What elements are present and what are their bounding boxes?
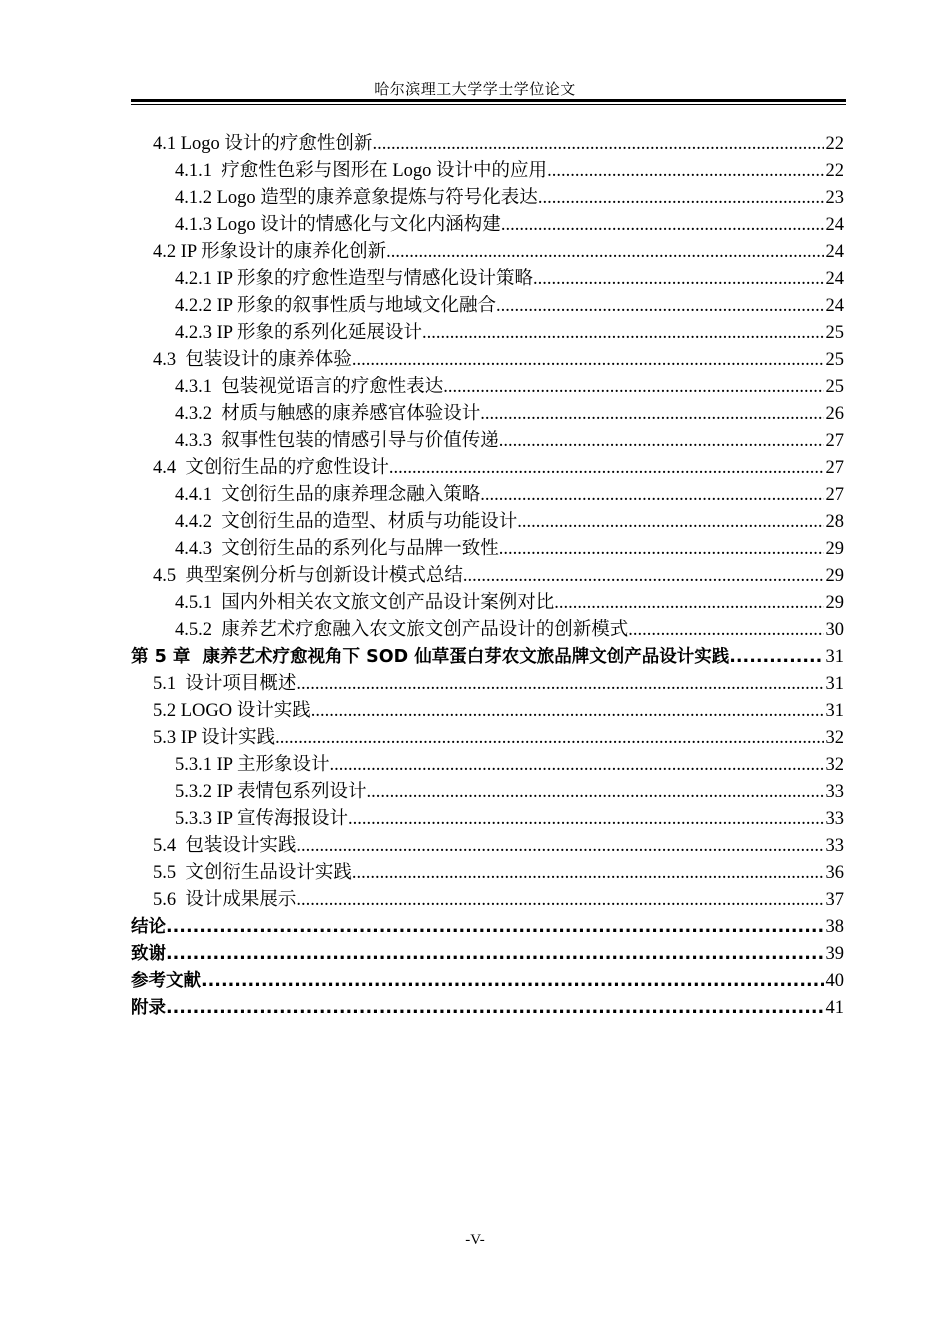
toc-entry-title: 5.3.3 IP 宣传海报设计 <box>175 809 349 829</box>
toc-entry-title: 4.3.3 叙事性包装的情感引导与价值传递 <box>175 431 499 451</box>
toc-entry[interactable] <box>131 509 844 536</box>
toc-entry[interactable] <box>131 644 844 671</box>
toc-dot-leader <box>296 833 823 860</box>
toc-dot-leader <box>348 806 823 833</box>
toc-entry-title: 4.3.2 材质与触感的康养感官体验设计 <box>175 404 481 424</box>
toc-dot-leader <box>501 212 824 239</box>
toc-entry[interactable] <box>131 266 844 293</box>
toc-entry[interactable] <box>131 320 844 347</box>
toc-entry-title: 4.3.1 包装视觉语言的疗愈性表达 <box>175 377 444 397</box>
toc-entry[interactable] <box>131 428 844 455</box>
toc-entry[interactable] <box>131 212 844 239</box>
toc-dot-leader <box>389 455 824 482</box>
page-number-footer: -V- <box>465 1232 485 1248</box>
toc-dot-leader <box>296 671 823 698</box>
toc-entry-page: 23 <box>825 188 844 208</box>
toc-dot-leader <box>201 968 824 995</box>
toc-entry-title: 第 5 章 康养艺术疗愈视角下 SOD 仙草蛋白芽农文旅品牌文创产品设计实践 <box>131 647 730 667</box>
toc-entry-title: 5.5 文创衍生品设计实践 <box>153 863 352 883</box>
toc-dot-leader <box>517 509 823 536</box>
toc-entry[interactable] <box>131 752 844 779</box>
toc-entry[interactable] <box>131 482 844 509</box>
toc-entry[interactable] <box>131 131 844 158</box>
toc-entry-page: 29 <box>825 593 844 613</box>
toc-dot-leader <box>386 239 823 266</box>
toc-entry-page: 27 <box>825 458 844 478</box>
toc-entry-page: 32 <box>825 755 844 775</box>
toc-entry-page: 32 <box>825 728 844 748</box>
toc-entry-title: 致谢 <box>131 944 166 964</box>
toc-entry-title: 5.1 设计项目概述 <box>153 674 297 694</box>
toc-entry-title: 4.5.2 康养艺术疗愈融入农文旅文创产品设计的创新模式 <box>175 620 629 640</box>
toc-entry[interactable] <box>131 158 844 185</box>
toc-entry-page: 27 <box>825 431 844 451</box>
toc-entry-title: 4.5.1 国内外相关农文旅文创产品设计案例对比 <box>175 593 555 613</box>
toc-dot-leader <box>330 752 824 779</box>
toc-entry-page: 33 <box>825 782 844 802</box>
toc-entry-page: 29 <box>825 539 844 559</box>
toc-entry-title: 4.1.3 Logo 设计的情感化与文化内涵构建 <box>175 215 501 235</box>
toc-entry-title: 4.4.1 文创衍生品的康养理念融入策略 <box>175 485 481 505</box>
toc-entry-page: 38 <box>825 917 844 937</box>
header-rule-thin <box>131 104 846 105</box>
toc-entry[interactable] <box>131 293 844 320</box>
toc-dot-leader <box>628 617 823 644</box>
toc-entry-page: 22 <box>825 161 844 181</box>
toc-entry-page: 25 <box>825 350 844 370</box>
toc-entry-title: 结论 <box>131 917 166 937</box>
toc-entry[interactable] <box>131 914 844 941</box>
toc-entry[interactable] <box>131 563 844 590</box>
toc-entry-page: 37 <box>825 890 844 910</box>
toc-dot-leader <box>554 590 823 617</box>
toc-entry[interactable] <box>131 347 844 374</box>
toc-entry[interactable] <box>131 698 844 725</box>
toc-dot-leader <box>352 347 824 374</box>
toc-dot-leader <box>443 374 823 401</box>
toc-entry-title: 4.1.1 疗愈性色彩与图形在 Logo 设计中的应用 <box>175 161 548 181</box>
toc-entry[interactable] <box>131 995 844 1022</box>
toc-entry-title: 4.2.3 IP 形象的系列化延展设计 <box>175 323 423 343</box>
toc-dot-leader <box>367 779 824 806</box>
toc-entry-page: 31 <box>825 674 844 694</box>
toc-entry-page: 33 <box>825 836 844 856</box>
toc-entry[interactable] <box>131 806 844 833</box>
toc-dot-leader <box>166 914 824 941</box>
toc-entry[interactable] <box>131 536 844 563</box>
toc-dot-leader <box>311 698 824 725</box>
running-header: 哈尔滨理工大学学士学位论文 <box>374 82 576 98</box>
toc-entry-page: 24 <box>825 269 844 289</box>
toc-entry-title: 4.1.2 Logo 造型的康养意象提炼与符号化表达 <box>175 188 538 208</box>
toc-entry-title: 4.1 Logo 设计的疗愈性创新 <box>153 134 373 154</box>
toc-entry[interactable] <box>131 725 844 752</box>
toc-entry-title: 5.3 IP 设计实践 <box>153 728 276 748</box>
toc-entry-page: 22 <box>825 134 844 154</box>
toc-entry-page: 25 <box>825 377 844 397</box>
toc-dot-leader <box>296 887 823 914</box>
toc-entry[interactable] <box>131 374 844 401</box>
toc-dot-leader <box>463 563 824 590</box>
toc-entry-title: 5.3.2 IP 表情包系列设计 <box>175 782 367 802</box>
toc-dot-leader <box>547 158 823 185</box>
toc-dot-leader <box>166 995 824 1022</box>
toc-entry-title: 4.2 IP 形象设计的康养化创新 <box>153 242 387 262</box>
toc-entry[interactable] <box>131 185 844 212</box>
toc-entry-page: 33 <box>825 809 844 829</box>
toc-entry[interactable] <box>131 779 844 806</box>
toc-dot-leader <box>275 725 823 752</box>
toc-entry[interactable] <box>131 887 844 914</box>
toc-entry-title: 4.2.2 IP 形象的叙事性质与地域文化融合 <box>175 296 497 316</box>
toc-dot-leader <box>533 266 823 293</box>
toc-entry-page: 28 <box>825 512 844 532</box>
toc-dot-leader <box>729 644 823 671</box>
toc-entry-title: 4.5 典型案例分析与创新设计模式总结 <box>153 566 463 586</box>
toc-dot-leader <box>499 536 824 563</box>
toc-entry-title: 4.4 文创衍生品的疗愈性设计 <box>153 458 389 478</box>
toc-entry-title: 5.6 设计成果展示 <box>153 890 297 910</box>
toc-entry-title: 参考文献 <box>131 971 201 991</box>
table-of-contents <box>131 131 844 1022</box>
toc-dot-leader <box>538 185 824 212</box>
toc-entry-title: 5.3.1 IP 主形象设计 <box>175 755 330 775</box>
toc-entry[interactable] <box>131 968 844 995</box>
toc-entry-page: 26 <box>825 404 844 424</box>
toc-entry[interactable] <box>131 590 844 617</box>
toc-dot-leader <box>480 482 823 509</box>
header-rule-thick <box>131 99 846 102</box>
toc-entry-title: 4.3 包装设计的康养体验 <box>153 350 352 370</box>
toc-entry-page: 30 <box>825 620 844 640</box>
toc-entry[interactable] <box>131 941 844 968</box>
toc-dot-leader <box>166 941 824 968</box>
toc-entry[interactable] <box>131 860 844 887</box>
toc-entry-page: 24 <box>825 296 844 316</box>
toc-entry-page: 39 <box>825 944 844 964</box>
toc-entry[interactable] <box>131 239 844 266</box>
toc-entry[interactable] <box>131 671 844 698</box>
toc-dot-leader <box>422 320 823 347</box>
toc-entry-page: 24 <box>825 242 844 262</box>
toc-entry-page: 36 <box>825 863 844 883</box>
toc-entry-page: 31 <box>825 701 844 721</box>
toc-entry-title: 5.4 包装设计实践 <box>153 836 297 856</box>
toc-entry-page: 24 <box>825 215 844 235</box>
toc-entry-title: 4.4.2 文创衍生品的造型、材质与功能设计 <box>175 512 518 532</box>
toc-entry-page: 25 <box>825 323 844 343</box>
toc-entry[interactable] <box>131 833 844 860</box>
toc-dot-leader <box>372 131 823 158</box>
toc-entry[interactable] <box>131 401 844 428</box>
toc-entry-title: 4.2.1 IP 形象的疗愈性造型与情感化设计策略 <box>175 269 534 289</box>
toc-dot-leader <box>499 428 824 455</box>
toc-dot-leader <box>352 860 824 887</box>
toc-entry-page: 40 <box>825 971 844 991</box>
toc-entry-title: 5.2 LOGO 设计实践 <box>153 701 311 721</box>
toc-dot-leader <box>496 293 823 320</box>
toc-entry[interactable] <box>131 617 844 644</box>
toc-entry-title: 附录 <box>131 998 166 1018</box>
toc-dot-leader <box>480 401 823 428</box>
toc-entry-page: 29 <box>825 566 844 586</box>
toc-entry-title: 4.4.3 文创衍生品的系列化与品牌一致性 <box>175 539 499 559</box>
toc-entry-page: 27 <box>825 485 844 505</box>
toc-entry-page: 41 <box>825 998 844 1018</box>
toc-entry[interactable] <box>131 455 844 482</box>
toc-entry-page: 31 <box>825 647 844 667</box>
